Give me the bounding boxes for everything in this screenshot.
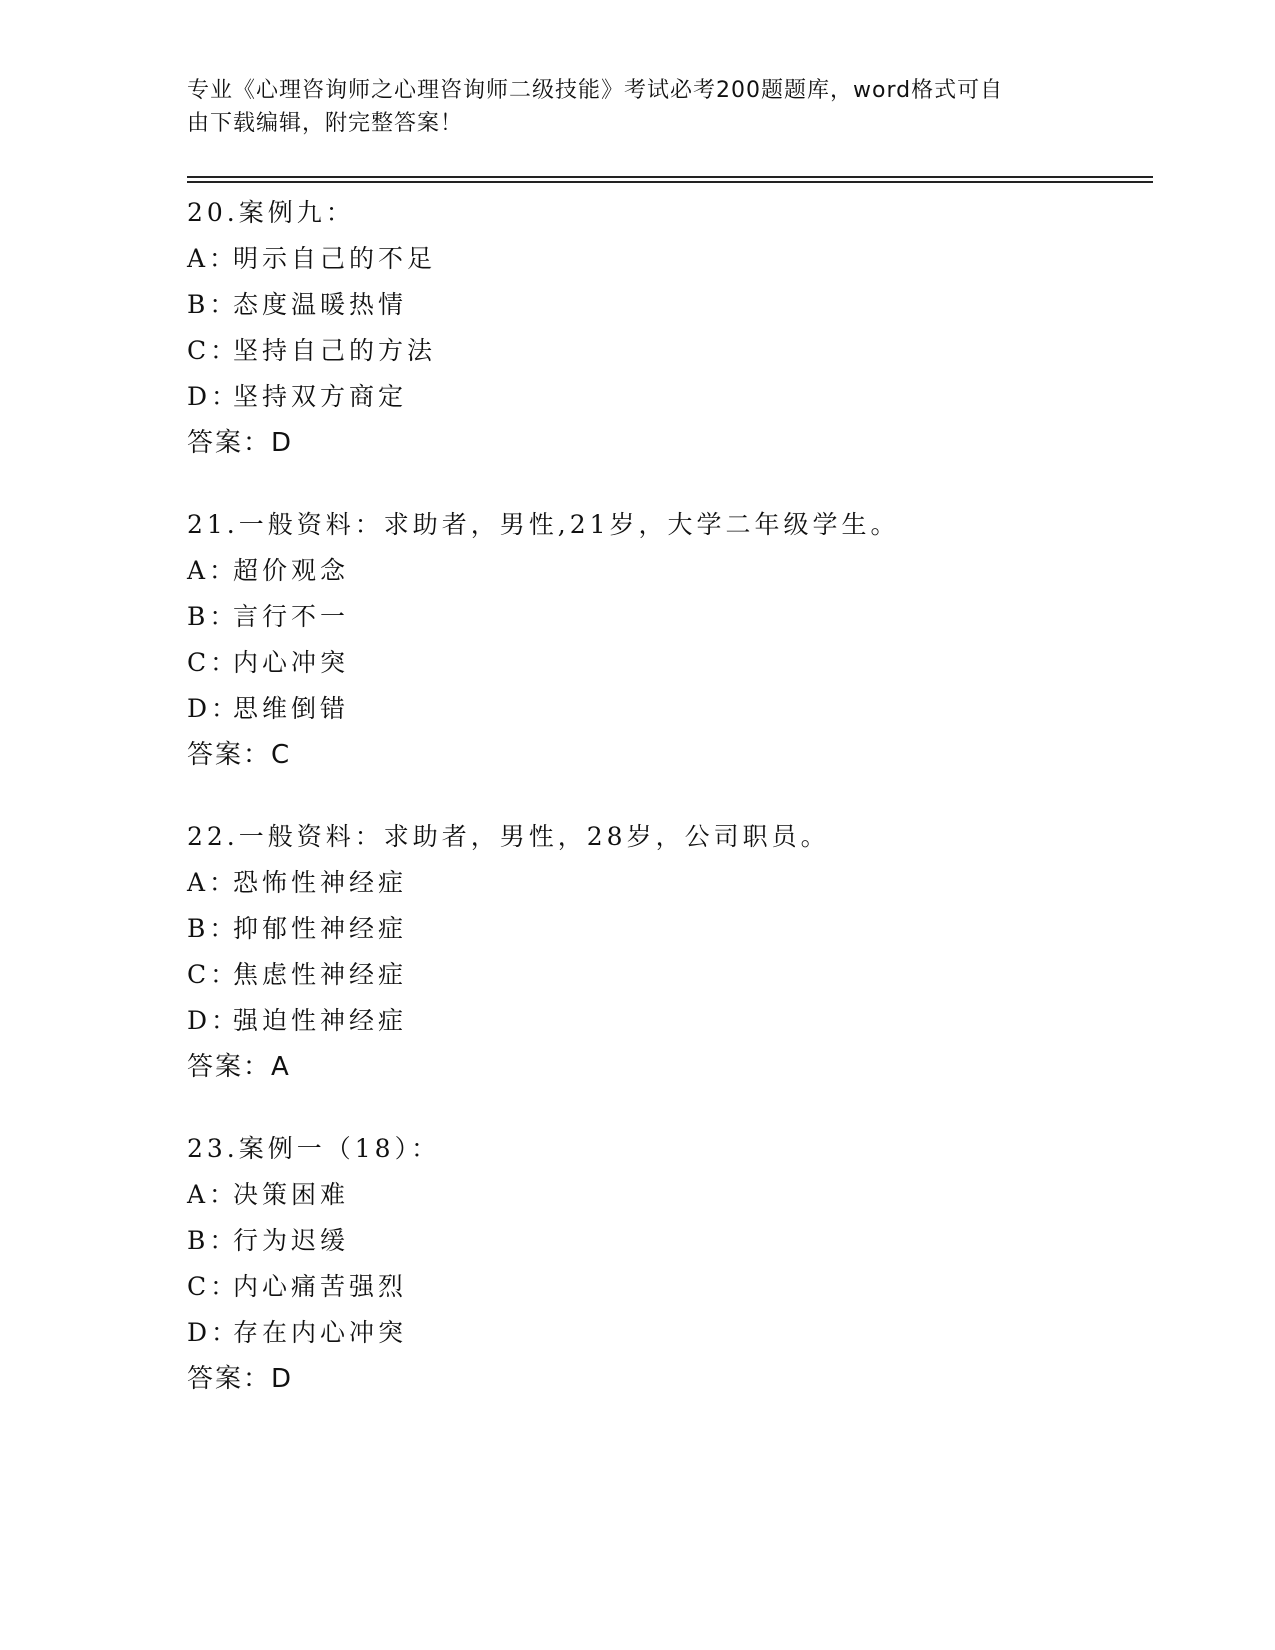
- option-letter: A：: [187, 244, 239, 273]
- option-text: 坚持双方商定: [233, 382, 408, 411]
- option-text: 决策困难: [233, 1180, 350, 1209]
- document-header: [187, 74, 1067, 140]
- option-letter: D：: [187, 1318, 241, 1347]
- option-c: [187, 1264, 1147, 1310]
- option-b: [187, 594, 1147, 640]
- option-letter: D：: [187, 694, 241, 723]
- question-23: [187, 1126, 1147, 1402]
- option-c: [187, 328, 1147, 374]
- option-letter: A：: [187, 556, 239, 585]
- option-letter: B：: [187, 290, 239, 319]
- option-c: [187, 952, 1147, 998]
- option-a: [187, 1172, 1147, 1218]
- option-text: 态度温暖热情: [233, 290, 408, 319]
- option-text: 焦虑性神经症: [233, 960, 408, 989]
- header-line-1: 专业《心理咨询师之心理咨询师二级技能》考试必考200题题库，word格式可自: [187, 78, 1004, 103]
- option-text: 恐怖性神经症: [233, 868, 408, 897]
- option-c: [187, 640, 1147, 686]
- option-a: [187, 236, 1147, 282]
- option-text: 思维倒错: [233, 694, 350, 723]
- question-stem: 21.一般资料：求助者，男性,21岁，大学二年级学生。: [187, 510, 900, 539]
- option-letter: C：: [187, 648, 240, 677]
- option-text: 抑郁性神经症: [233, 914, 408, 943]
- answer-line: [187, 420, 1147, 466]
- option-text: 超价观念: [233, 556, 350, 585]
- answer-line: [187, 1356, 1147, 1402]
- question-21: [187, 502, 1147, 778]
- option-d: [187, 686, 1147, 732]
- option-letter: C：: [187, 1272, 240, 1301]
- answer-label: 答案：: [187, 1364, 272, 1394]
- header-divider-bottom: [187, 181, 1153, 183]
- option-letter: A：: [187, 868, 239, 897]
- header-divider-top: [187, 176, 1153, 178]
- answer-value: D: [271, 1364, 294, 1394]
- option-letter: B：: [187, 602, 239, 631]
- answer-label: 答案：: [187, 740, 272, 770]
- option-d: [187, 374, 1147, 420]
- question-list: [187, 190, 1147, 1438]
- question-stem: 22.一般资料：求助者，男性，28岁，公司职员。: [187, 822, 830, 851]
- option-letter: A：: [187, 1180, 239, 1209]
- option-letter: B：: [187, 1226, 239, 1255]
- answer-label: 答案：: [187, 1052, 272, 1082]
- option-letter: D：: [187, 1006, 241, 1035]
- question-20: [187, 190, 1147, 466]
- option-text: 内心冲突: [233, 648, 350, 677]
- option-d: [187, 998, 1147, 1044]
- option-text: 内心痛苦强烈: [233, 1272, 408, 1301]
- option-a: [187, 548, 1147, 594]
- option-b: [187, 906, 1147, 952]
- answer-line: [187, 1044, 1147, 1090]
- option-a: [187, 860, 1147, 906]
- option-letter: D：: [187, 382, 241, 411]
- option-text: 强迫性神经症: [233, 1006, 408, 1035]
- answer-label: 答案：: [187, 428, 272, 458]
- option-text: 存在内心冲突: [233, 1318, 408, 1347]
- option-letter: C：: [187, 960, 240, 989]
- answer-value: A: [271, 1052, 291, 1082]
- answer-value: C: [271, 740, 292, 770]
- option-text: 行为迟缓: [233, 1226, 350, 1255]
- answer-value: D: [271, 428, 294, 458]
- header-line-2: 由下载编辑，附完整答案！: [187, 111, 464, 136]
- option-letter: C：: [187, 336, 240, 365]
- answer-line: [187, 732, 1147, 778]
- option-b: [187, 282, 1147, 328]
- option-text: 言行不一: [233, 602, 350, 631]
- option-d: [187, 1310, 1147, 1356]
- option-b: [187, 1218, 1147, 1264]
- option-letter: B：: [187, 914, 239, 943]
- question-stem: 20.案例九：: [187, 198, 355, 227]
- question-22: [187, 814, 1147, 1090]
- question-stem: 23.案例一（18）：: [187, 1134, 441, 1163]
- option-text: 坚持自己的方法: [233, 336, 437, 365]
- option-text: 明示自己的不足: [233, 244, 437, 273]
